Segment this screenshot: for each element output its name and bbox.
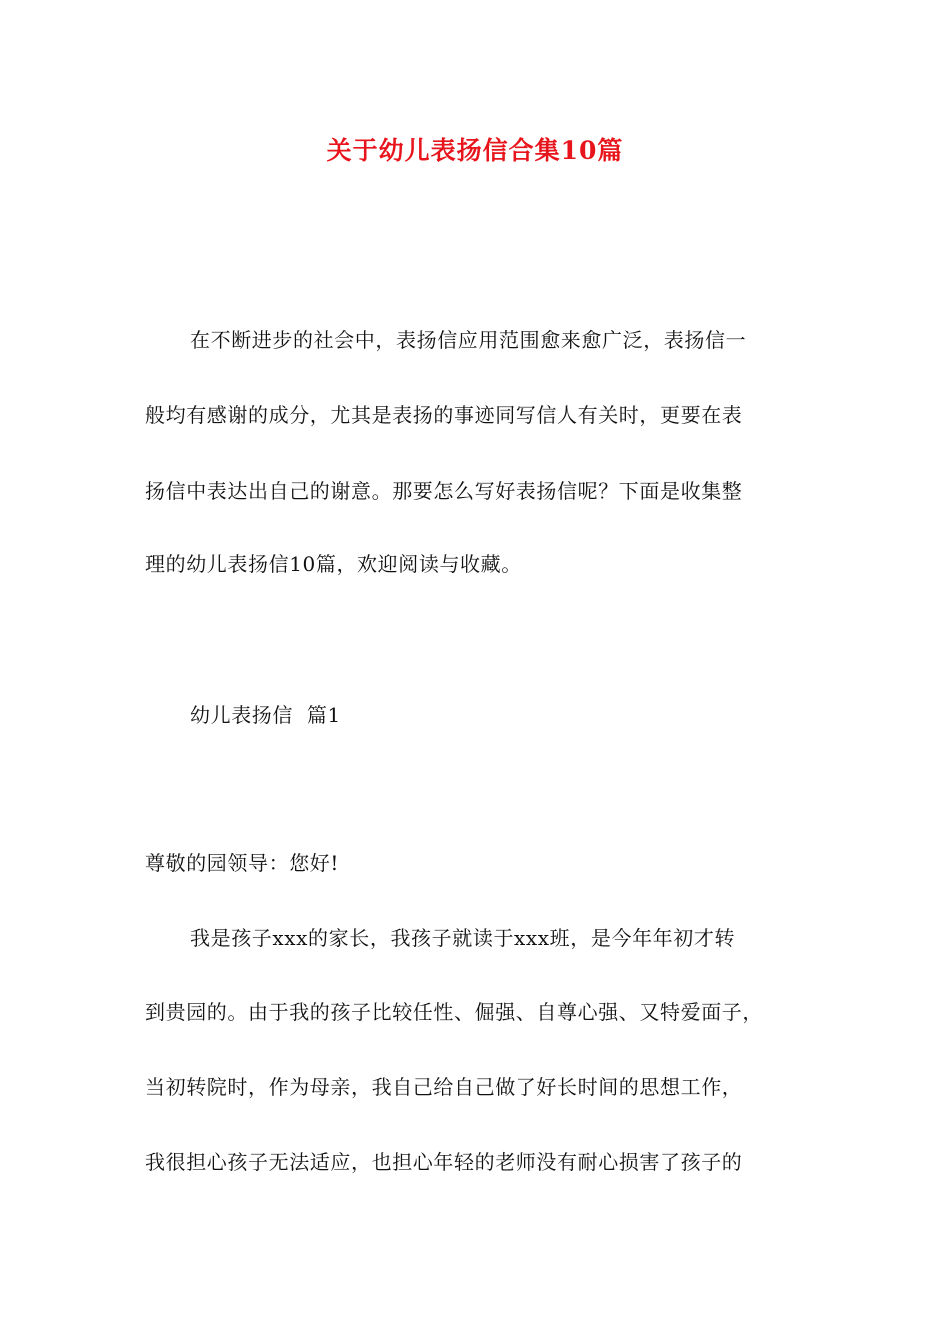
salutation: 尊敬的园领导：您好! — [145, 851, 340, 875]
intro-line: 般均有感谢的成分，尤其是表扬的事迹同写信人有关时，更要在表 — [145, 403, 743, 427]
body-line: 我是孩子xxx的家长，我孩子就读于xxx班，是今年年初才转 — [190, 926, 736, 950]
body-line: 当初转院时，作为母亲，我自己给自己做了好长时间的思想工作， — [145, 1075, 743, 1099]
section-heading: 幼儿表扬信 篇1 — [190, 703, 341, 727]
document-title: 关于幼儿表扬信合集10篇 — [326, 136, 624, 165]
body-line: 到贵园的。由于我的孩子比较任性、倔强、自尊心强、又特爱面子， — [145, 1000, 763, 1024]
intro-line: 理的幼儿表扬信10篇，欢迎阅读与收藏。 — [145, 552, 522, 576]
intro-line: 在不断进步的社会中，表扬信应用范围愈来愈广泛，表扬信一 — [190, 328, 747, 352]
intro-line: 扬信中表达出自己的谢意。那要怎么写好表扬信呢？下面是收集整 — [145, 479, 743, 503]
body-line: 我很担心孩子无法适应，也担心年轻的老师没有耐心损害了孩子的 — [145, 1150, 743, 1174]
